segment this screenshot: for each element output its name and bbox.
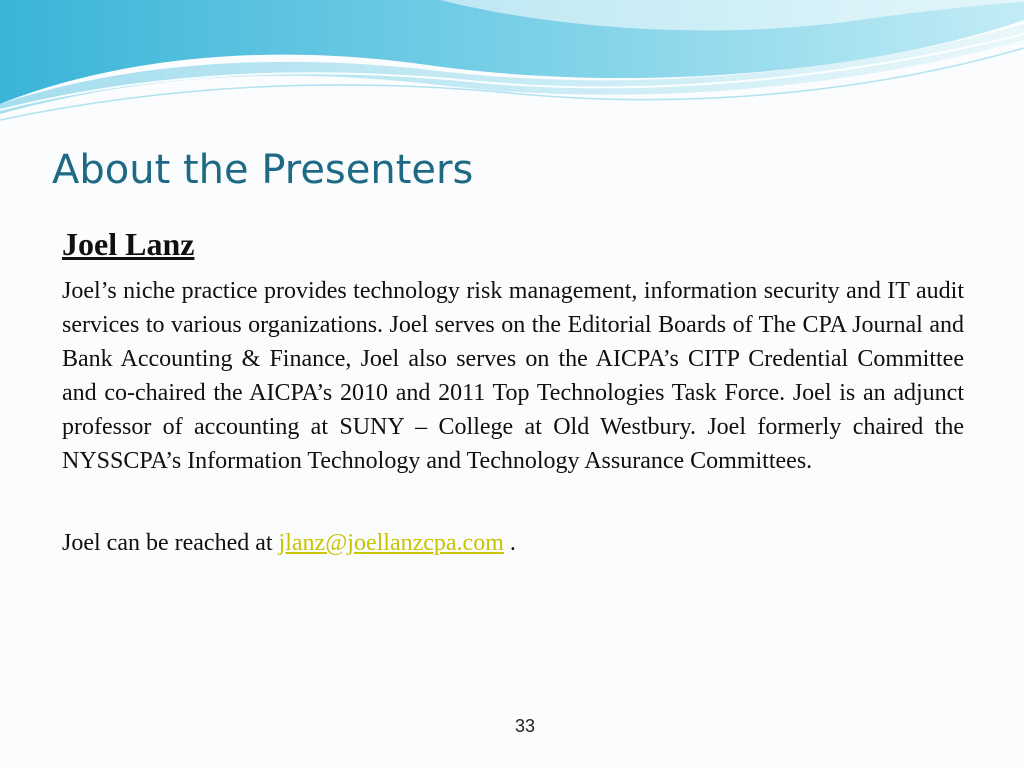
- contact-suffix: .: [503, 530, 516, 556]
- presenter-section: [62, 224, 964, 560]
- presenter-bio: Joel’s niche practice provides technology risk management, information security and IT audit services to various organizations. Joel serves on the Editorial Boards of The CPA Journal and Bank Accounting & Finance, Joel also serves on the AICPA’s CITP Credential Committee and co-chaired the AICPA’s 2010 and 2011 Top Technologies Task Force. Joel is an adjunct professor of accounting at SUNY – College at Old Westbury. Joel formerly chaired the NYSSCPA’s Information Technology and Technology Assurance Committees.: [62, 278, 964, 474]
- email-link[interactable]: jlanz@joellanzcpa.com: [278, 530, 504, 556]
- wave-decoration: [0, 0, 1024, 130]
- contact-line: [62, 526, 964, 560]
- page-number: 33: [514, 716, 536, 736]
- presenter-name: Joel Lanz: [62, 226, 195, 262]
- contact-prefix: Joel can be reached at: [62, 530, 279, 556]
- slide-title: About the Presenters: [52, 147, 474, 193]
